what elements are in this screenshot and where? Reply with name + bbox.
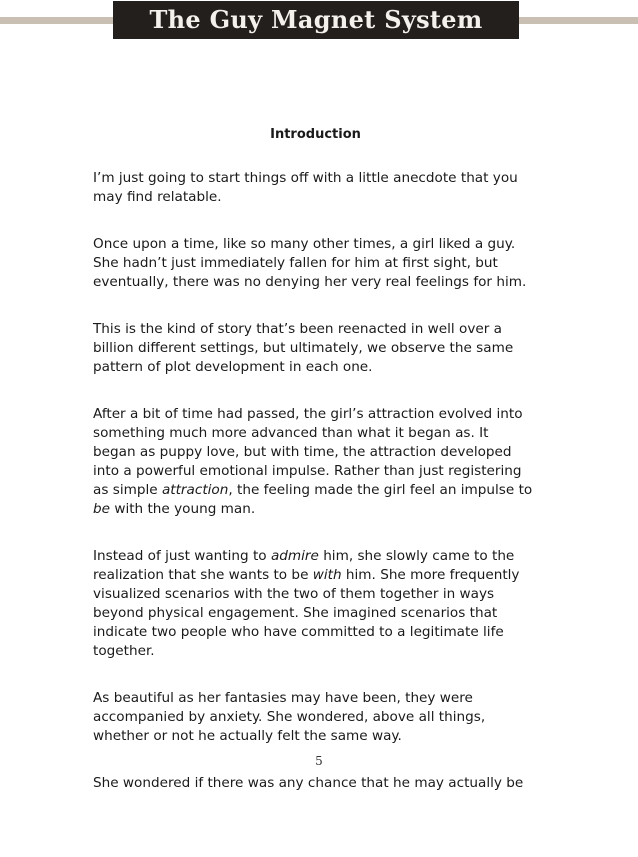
- paragraph-line: billion different settings, but ultimately, we observe the same: [93, 340, 514, 356]
- paragraph-7: [93, 774, 538, 793]
- paragraph-6: [93, 689, 538, 746]
- emphasis-text: attraction: [161, 482, 229, 498]
- header-banner-title: The Guy Magnet System: [113, 1, 519, 39]
- section-heading: Introduction: [270, 127, 361, 142]
- paragraph-line: pattern of plot development in each one.: [93, 359, 373, 375]
- paragraph-line: This is the kind of story that’s been reenacted in well over a: [93, 321, 502, 337]
- paragraph-line: , the feeling made the girl feel an impulse to: [228, 482, 533, 498]
- paragraph-4: [93, 405, 538, 519]
- paragraph-line: together.: [93, 643, 155, 659]
- paragraph-1: [93, 169, 538, 207]
- emphasis-text: be: [93, 501, 110, 517]
- page-number: 5: [315, 754, 323, 768]
- paragraph-line: As beautiful as her fantasies may have been, they were: [93, 690, 473, 706]
- paragraph-line: with the young man.: [110, 501, 256, 517]
- paragraph-line: Instead of just wanting to: [93, 548, 271, 564]
- paragraph-line: I’m just going to start things off with a little anecdote that you: [93, 170, 518, 186]
- paragraph-line: eventually, there was no denying her very real feelings for him.: [93, 274, 527, 290]
- paragraph-2: [93, 235, 538, 292]
- paragraph-line: visualized scenarios with the two of them together in ways: [93, 586, 495, 602]
- paragraph-line: She wondered if there was any chance that he may actually be: [93, 775, 524, 791]
- paragraph-line: Once upon a time, like so many other times, a girl liked a guy.: [93, 236, 516, 252]
- paragraph-line: him. She more frequently: [341, 567, 520, 583]
- paragraph-line: accompanied by anxiety. She wondered, above all things,: [93, 709, 486, 725]
- paragraph-line: beyond physical engagement. She imagined scenarios that: [93, 605, 498, 621]
- paragraph-line: began as puppy love, but with time, the attraction developed: [93, 444, 512, 460]
- paragraph-line: realization that she wants to be: [93, 567, 313, 583]
- paragraph-line: After a bit of time had passed, the girl’s attraction evolved into: [93, 406, 523, 422]
- emphasis-text: admire: [270, 548, 319, 564]
- paragraph-line: She hadn’t just immediately fallen for him at first sight, but: [93, 255, 498, 271]
- paragraph-line: indicate two people who have committed to a legitimate life: [93, 624, 504, 640]
- page-body: [93, 126, 538, 821]
- emphasis-text: with: [312, 567, 342, 583]
- paragraph-line: may find relatable.: [93, 189, 222, 205]
- paragraph-line: into a powerful emotional impulse. Rather than just registering: [93, 463, 522, 479]
- paragraph-line: something much more advanced than what it began as. It: [93, 425, 489, 441]
- paragraph-line: as simple: [93, 482, 162, 498]
- paragraph-line: him, she slowly came to the: [318, 548, 515, 564]
- paragraph-3: [93, 320, 538, 377]
- paragraph-5: [93, 547, 538, 661]
- paragraph-line: whether or not he actually felt the same way.: [93, 728, 402, 744]
